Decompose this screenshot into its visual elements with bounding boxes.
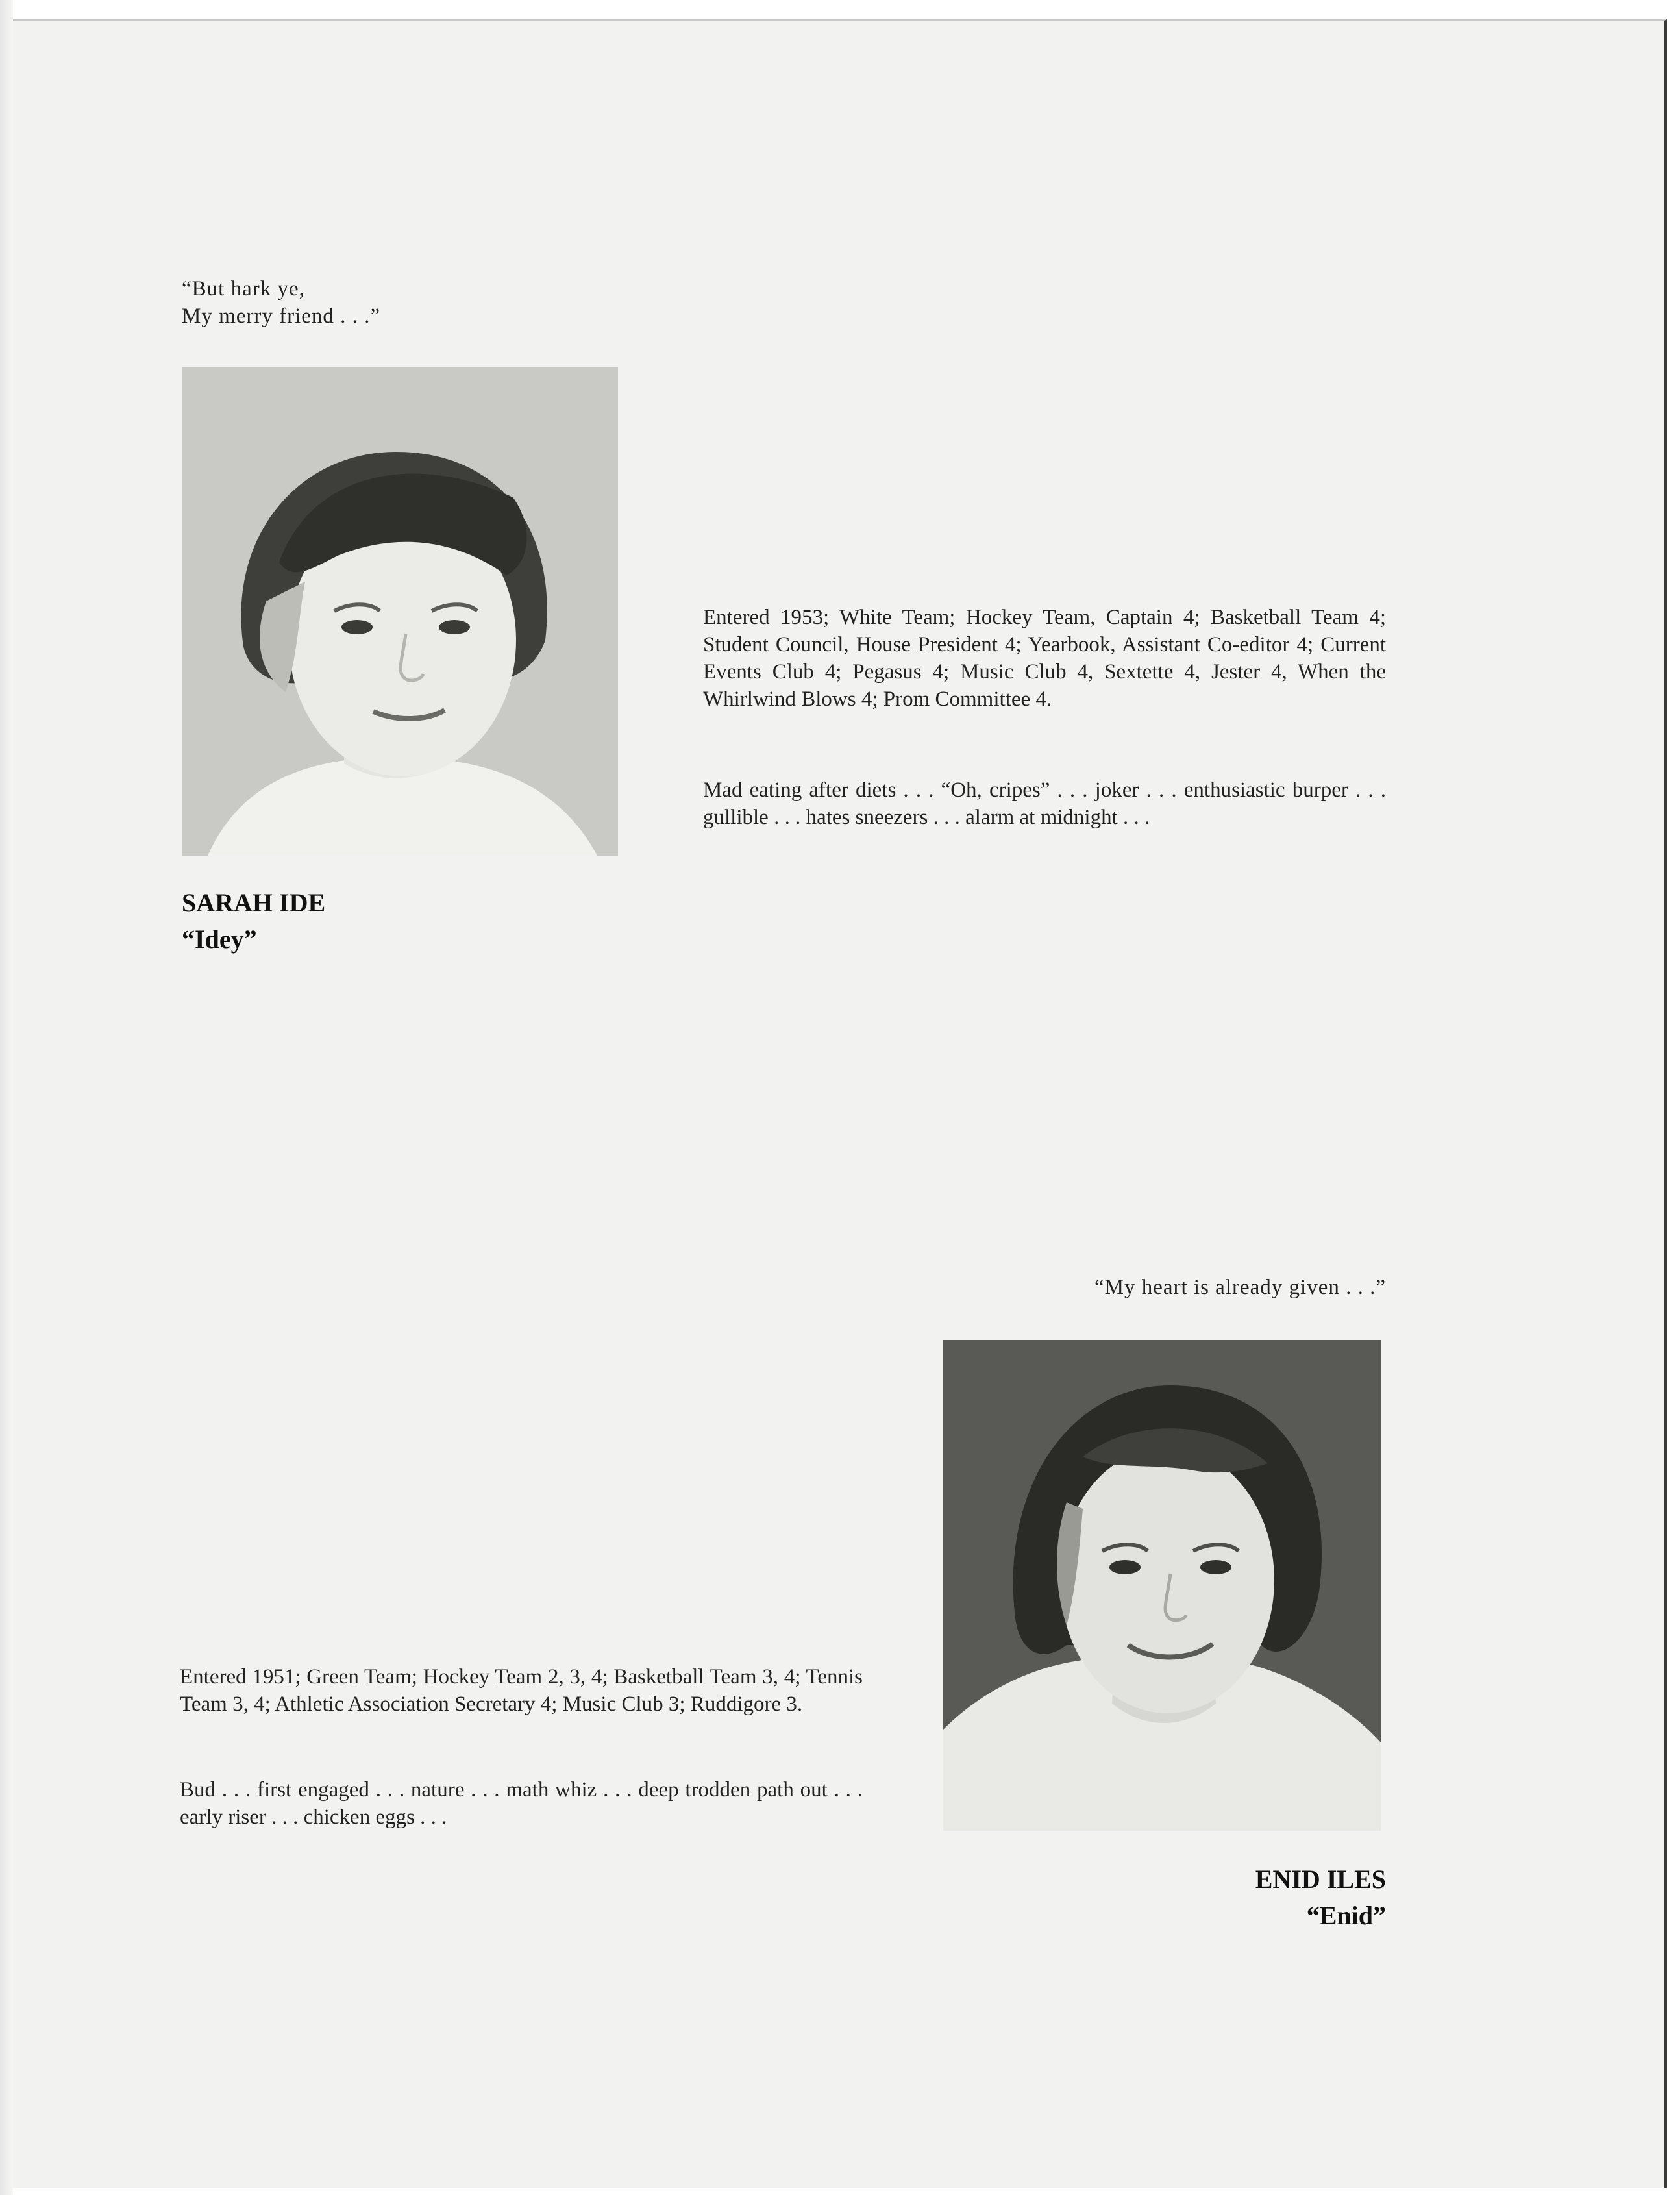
student-1-traits: Mad eating after diets . . . “Oh, cripes” . . . joker . . . enthusiastic burper . . . gullible . . . hates sneezers . . . alarm at midnight . . . (703, 778, 1386, 829)
student-2-nickname: “Enid” (1306, 1901, 1386, 1930)
student-2-quote-line-1: “My heart is already given . . .” (1094, 1276, 1386, 1299)
student-2-traits: Bud . . . first engaged . . . nature . . . math whiz . . . deep trodden path out . . . early riser . . . chicken eggs . . . (180, 1778, 863, 1829)
student-1-nickname: “Idey” (182, 924, 257, 954)
student-2-portrait-illustration (943, 1340, 1381, 1831)
student-1-quote (182, 275, 380, 330)
student-2-quote (909, 1274, 1386, 1301)
student-2-portrait-photo (943, 1340, 1381, 1831)
student-1-quote-line-1: “But hark ye, (182, 277, 305, 301)
student-2-activities: Entered 1951; Green Team; Hockey Team 2, 3, 4; Basketball Team 3, 4; Tennis Team 3, 4; Athletic Association Secretary 4; Music Club 3; Ruddigore 3. (180, 1665, 863, 1716)
binding-edge (0, 0, 13, 2195)
yearbook-page (13, 19, 1667, 2188)
student-1-portrait-photo (182, 367, 618, 856)
student-1-name: SARAH IDE (182, 888, 326, 917)
student-1-portrait-illustration (182, 367, 618, 856)
student-2-name: ENID ILES (1255, 1865, 1386, 1894)
student-1-quote-line-2: My merry friend . . .” (182, 304, 381, 328)
student-1-activities: Entered 1953; White Team; Hockey Team, Captain 4; Basketball Team 4; Student Council, House President 4; Yearbook, Assistant Co-editor 4; Current Events Club 4; Pegasus 4; Music Club 4, Sextette 4, Jester 4, When the Whirlwind Blows 4; Prom Committee 4. (703, 606, 1386, 711)
